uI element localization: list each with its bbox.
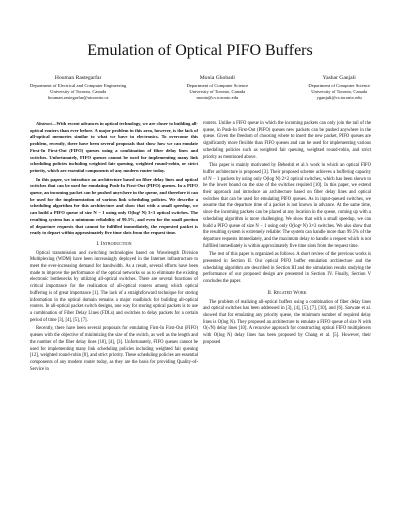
author-institution: University of Toronto, Canada xyxy=(189,88,246,94)
intro-paragraph-4: This paper is mainly motivated by Beheshti et al.'s work in which an optical FIFO buffer architecture is proposed [3]. Their proposed scheme achieves a buffering capacity of N − 1 packets by using only O(log N) 2×2 optical switches, which has been shown to be the lower bound on the size of the switches required [10]. In this paper, we extend their approach and introduce an architecture based on fiber delay lines and optical switches that can be used for emulating PIFO queues. As in input-queued switches, we assume that the departure time of a packet is not known in advance. At the same time, since the incoming packets can be placed at any location in the queue, coming up with a scheduling algorithm is more challenging. We show that with a small speedup, we can build a PIFO queue of size N − 1 using only O(log² N) 3×3 switches. We also show that the resulting system is extremely reliable: The system can handle more than 99.5% of the departure requests immediately, and the maximum delay to handle a request which is not fulfilled immediately is within approximately five time slots from the request time. xyxy=(203,163,371,249)
paper-title: Emulation of Optical PIFO Buffers xyxy=(87,42,313,59)
author-3 xyxy=(308,75,370,101)
author-name: Monia Ghobadi xyxy=(199,75,235,81)
right-column xyxy=(203,121,371,349)
author-name: Houman Rastegarfar xyxy=(54,75,102,81)
intro-paragraph-1: Optical transmission and switching technologies based on Wavelength Division Multiplexing (WDM) have been increasingly deployed in the Internet infrastructure to meet the ever-increasing demand for bandwidth. As a result, several efforts have been made to improve the performance of the optical networks so as to eliminate the existing electronic bottlenecks by utilizing all-optical switches. There are several functions of critical importance for the realization of all-optical routers among which optical buffering is of great importance [1]. The lack of a straightforward technique for storing information in the optical domain remains a major roadblock for building all-optical routers. In all-optical packet switch designs, one way for storing optical packets is to use a combination of Fiber Delay Lines (FDLs) and switches to delay packets for a certain period of time [3], [4], [5], [7]. xyxy=(30,250,198,323)
abstract xyxy=(30,121,198,237)
author-affiliation: Department of Computer Science xyxy=(186,82,249,88)
author-affiliation: Department of Electrical and Computer Engineering xyxy=(30,82,127,88)
section-heading-introduction: I. Introduction xyxy=(96,240,132,247)
section-heading-related-work: II. Related Work xyxy=(267,289,307,296)
related-work-paragraph-1: The problem of realizing all-optical buffers using a combination of fiber delay lines and optical switches has been addressed in [3], [4], [5], [7], [10], and [6]. Sarwate et al. showed that for emulating any priority queue, the minimum number of required delay lines is O(log N). They proposed an architecture to emulate a FIFO queue of size N with O(√N) delay lines [10]. A recursive approach for constructing optical FIFO multiplexers with O(log N) delay lines has been proposed by Chang et al. [5]. However, their proposed xyxy=(203,299,371,345)
author-email: yganjali@cs.toronto.edu xyxy=(316,94,362,100)
author-institution: University of Toronto, Canada xyxy=(311,88,368,94)
intro-paragraph-5: The rest of this paper is organized as follows. A short review of the previous works is presented in Section II. Our optical PIFO buffer emulation architecture and the scheduling algorithm are described in Section III and the simulation results studying the performance of our proposed design are presented in Section IV. Finally, Section V concludes the paper. xyxy=(203,252,371,285)
author-name: Yashar Ganjali xyxy=(322,75,356,81)
abstract-lead: Abstract xyxy=(36,121,52,126)
author-2 xyxy=(187,75,249,101)
author-email: monia@cs.toronto.edu xyxy=(196,94,239,100)
left-column xyxy=(30,121,198,375)
abstract-paragraph-2: In this paper, we introduce an architecture based on fiber delay lines and optical switches that can be used for emulating Push-In First-Out (PIFO) queues. In a PIFO queue, an incoming packet can be pushed anywhere in the queue, and therefore it can be used for the implementation of various link scheduling policies. We describe a scheduling algorithm for this architecture and show that with a small speedup, we can build a PIFO queue of size N − 1 using only O(log² N) 3×3 optical switches. The resulting system has a minimum reliability of 99.5%, and even for the small portion of departure requests that cannot be fulfilled immediately, the requested packet is ready to depart within approximately five time slots from the request time. xyxy=(30,176,198,236)
author-affiliation: Department of Computer Science xyxy=(308,82,370,88)
author-institution: University of Toronto, Canada xyxy=(50,88,107,94)
author-1 xyxy=(30,75,126,101)
intro-paragraph-2: Recently, there have been several proposals for emulating First-In First-Out (FIFO) queues with the objective of minimizing the size of the switch, as well as the length and the number of the fiber delay lines [10], [4], [3]. Unfortunately, FIFO queues cannot be used for implementing many link scheduling policies including weighted fair queuing [12], weighted round-robin [8], and strict priority. These scheduling policies are essential components of any modern router today, as they are the basis for providing Quality-of-Service in xyxy=(30,326,198,372)
abstract-paragraph-1 xyxy=(30,121,198,175)
abstract-text-1: —With recent advances in optical technology, we are closer to building all-optical routers than ever before. A major problem in this area, however, is the lack of all-optical memories similar to what we have in electronics. To overcome this problem, recently, there have been several proposals that show how we can emulate First-In First-Out (FIFO) queues using a combination of fiber delay lines and switches. Unfortunately, FIFO queues cannot be used for implementing many link scheduling policies including weighted fair queuing, weighted round-robin, or strict priority, which are essential components of any modern router today. xyxy=(30,121,198,173)
intro-paragraph-3: routers. Unlike a FIFO queue in which the incoming packets can only join the tail of the queue, in Push-In First-Out (PIFO) queues new packets can be pushed anywhere in the queue. Given the freedom of choosing where to insert the new packet, PIFO queues are significantly more flexible than FIFO queues and can be used for implementing various scheduling policies such as weighted fair queuing, weighted round-robin, and strict priority as mentioned above. xyxy=(203,121,371,160)
author-email: houman.rastegarfar@utoronto.ca xyxy=(47,94,109,100)
author-block xyxy=(30,75,370,101)
